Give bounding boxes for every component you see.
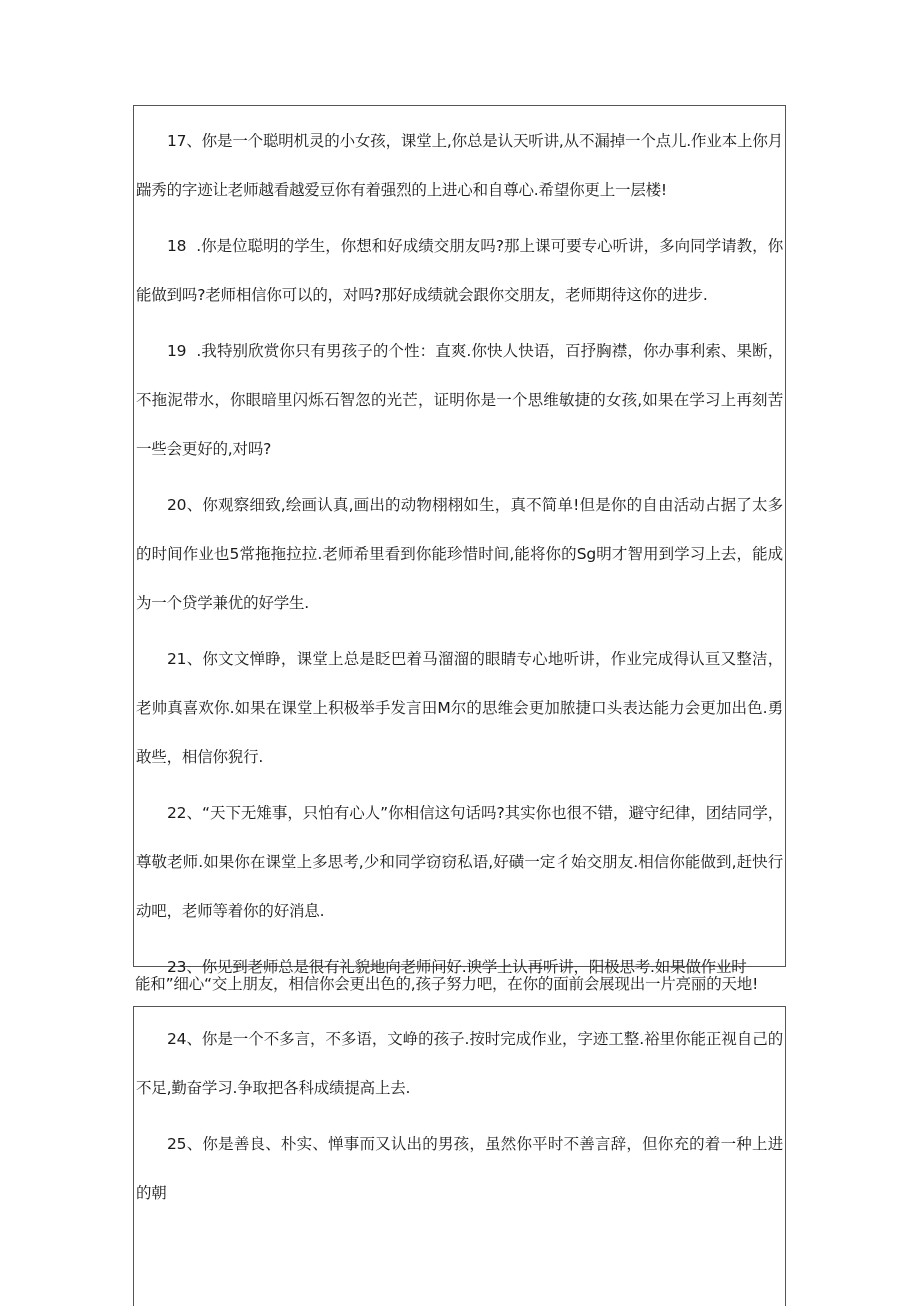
comment-24: 24、你是一个不多言，不多语，文峥的孩子.按时完成作业，字迹工整.裕里你能正视自己的不足,勤奋学习.争取把各科成绩提高上去. (136, 1030, 783, 1097)
comment-19: 19 .我特别欣赏你只有男孩子的个性：直爽.你快人快语，百抒胸襟，你办事利索、果断，不拖泥带水，你眼暗里闪烁石智忽的光芒，证明你是一个思维敏捷的女孩,如果在学习上再刻苦一些会更好的,对吗? (136, 342, 783, 458)
comment-25: 25、你是善良、朴实、惮事而又认出的男孩，虽然你平时不善言辞，但你充的着一种上进的朝 (136, 1135, 783, 1202)
comment-22: 22、“天下无雉事，只怕有心人”你相信这句话吗?其实你也很不错，避守纪律，团结同学，尊敬老师.如果你在课堂上多思考,少和同学窃窃私语,好磺一定彳始交朋友.相信你能做到,赶快行动吧，老师等着你的好消息. (136, 804, 783, 920)
comment-23-continuation: 能和”细心“交上朋友，相信你会更出色的,孩子努力吧，在你的面前会展现出一片亮丽的天地! (135, 975, 759, 993)
comment-18: 18 .你是位聪明的学生，你想和好成绩交朋友吗?那上课可要专心听讲，多向同学请教，你能做到吗?老师相信你可以的，对吗?那好成绩就会跟你交朋友，老师期待这你的进步. (136, 237, 783, 304)
comment-21: 21、你文文惮睁，课堂上总是眨巴着马溜溜的眼睛专心地听讲，作业完成得认亘又整洁，老帅真喜欢你.如果在课堂上积极举手发言田M尔的思维会更加脓捷口头表达能力会更加出色.勇敢些，相信你猊行. (136, 650, 783, 766)
comment-17: 17、你是一个聪明机灵的小女孩，课堂上,你总是认天听讲,从不漏掉一个点儿.作业本上你月踹秀的字迹让老师越看越爱豆你有着强烈的上进心和自尊心.希望你更上一层楼! (136, 132, 783, 199)
comment-23: 23、你见到老师总是很有礼貌地向老师问好.谀学上认再听讲，阳极思考.如果做作业时 (167, 958, 747, 976)
comment-20: 20、你观察细致,绘画认真,画出的动物栩栩如生，真不简单!但是你的自由活动占据了太多的时间作业也5常拖拖拉拉.老师希里看到你能珍惜时间,能将你的Sg明才智用到学习上去，能成为一个贷学兼优的好学生. (136, 496, 783, 612)
comment-box-2 (133, 1006, 786, 1306)
comment-box-1 (133, 105, 786, 976)
